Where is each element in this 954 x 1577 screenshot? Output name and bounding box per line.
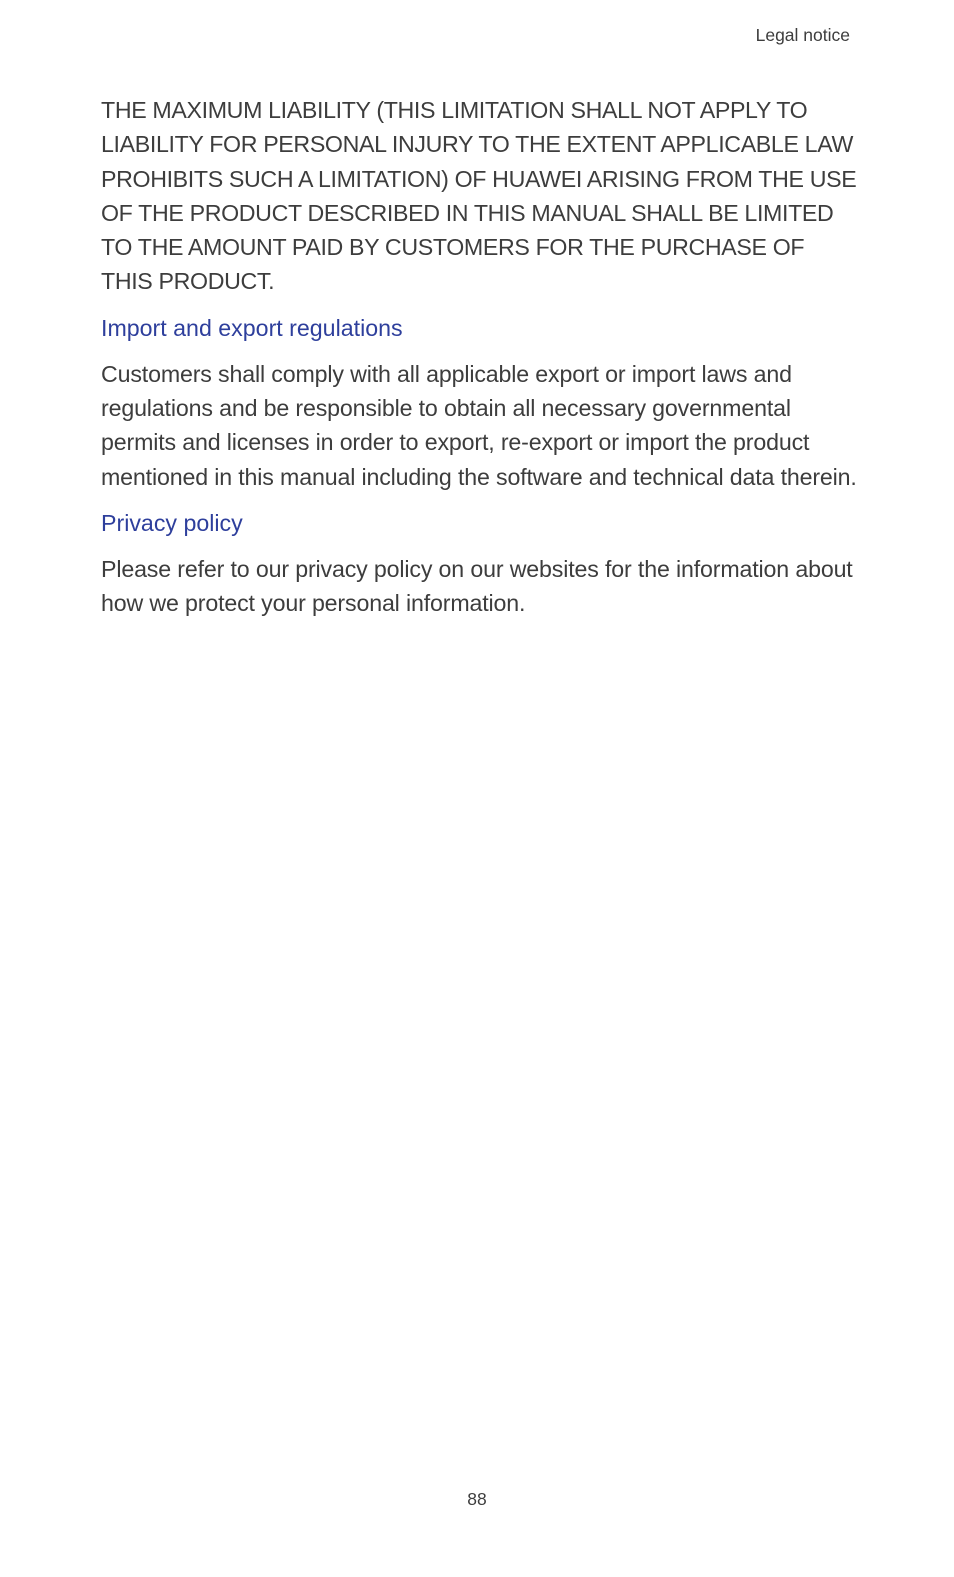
page-number: 88 bbox=[467, 1489, 487, 1509]
privacy-policy-paragraph: Please refer to our privacy policy on our websites for the information about how we protect your personal information. bbox=[101, 555, 853, 617]
import-export-paragraph: Customers shall comply with all applicable export or import laws and regulations and be responsible to obtain all necessary governmental permits and licenses in order to export, re-export or import the product mentioned in this manual including the software and technical data therein. bbox=[101, 360, 857, 490]
liability-paragraph: THE MAXIMUM LIABILITY (THIS LIMITATION SHALL NOT APPLY TO LIABILITY FOR PERSONAL INJURY TO THE EXTENT APPLICABLE LAW PROHIBITS SUCH A LIMITATION) OF HUAWEI ARISING FROM THE USE OF THE PRODUCT DESCRIBED IN THIS MANUAL SHALL BE LIMITED TO THE AMOUNT PAID BY CUSTOMERS FOR THE PURCHASE OF THIS PRODUCT. bbox=[101, 97, 857, 295]
document-body bbox=[101, 93, 861, 621]
section-heading-import-export: Import and export regulations bbox=[101, 314, 403, 341]
running-header-title: Legal notice bbox=[755, 25, 850, 45]
section-heading-privacy-policy: Privacy policy bbox=[101, 509, 243, 536]
